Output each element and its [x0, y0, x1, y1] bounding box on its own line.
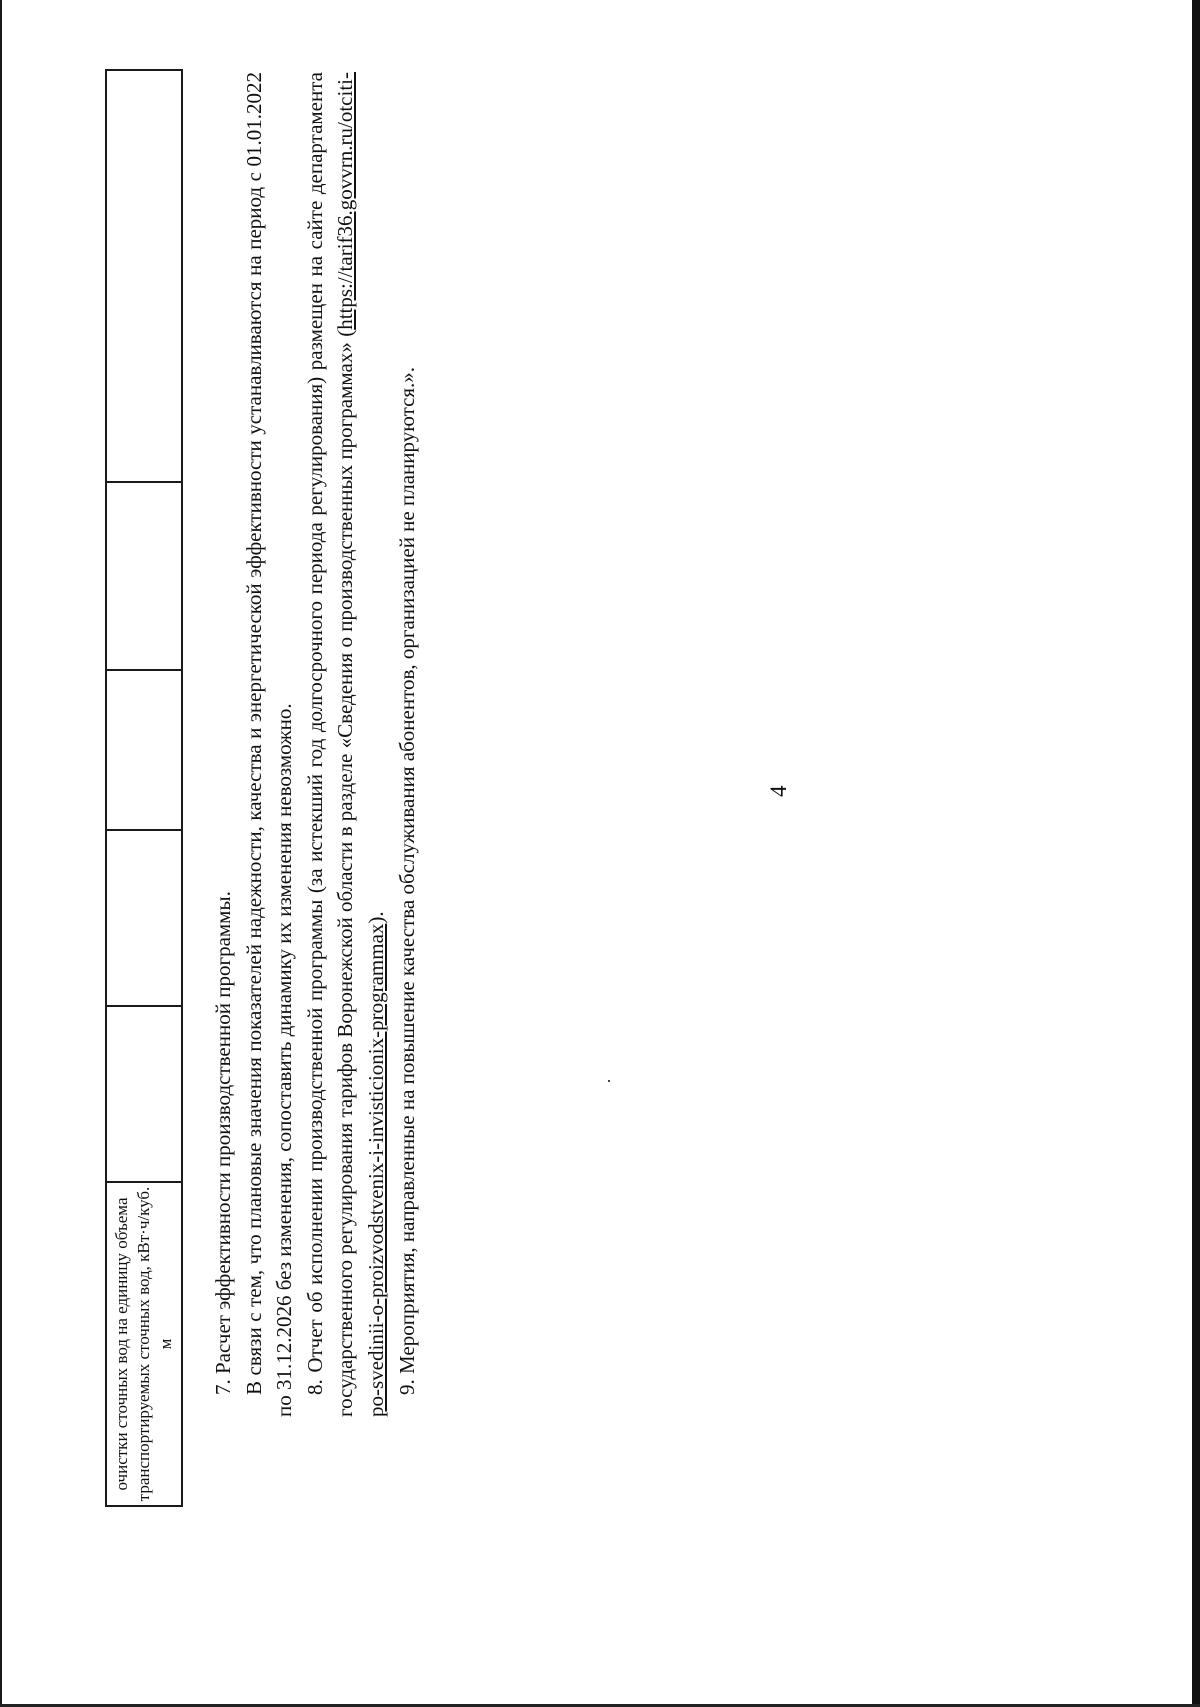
table-value-cell	[106, 670, 182, 830]
indicator-label-cell	[106, 1182, 182, 1506]
table-value-cell	[106, 830, 182, 1006]
program-table	[105, 69, 183, 1507]
section-7-heading: 7. Расчет эффективности производственной программы.	[211, 891, 235, 1395]
table-value-cell	[106, 70, 182, 482]
body-text	[208, 72, 422, 1417]
section-8-end: ).	[363, 911, 388, 924]
table-value-cell	[106, 1006, 182, 1182]
page-number: 4	[766, 785, 791, 797]
section-8-paragraph	[300, 72, 392, 1417]
indicator-label-line2: транспортируемых сточных вод, кВт·ч/куб. м	[134, 1186, 175, 1502]
section-9-paragraph: 9. Мероприятия, направленные на повышение качества обслуживания абонентов, организацией не планируются.».	[394, 366, 419, 1395]
scan-speck	[608, 1080, 610, 1082]
indicator-label-line1: очистки сточных вод на единицу объема	[112, 1197, 131, 1491]
table-value-cell	[106, 482, 182, 670]
tariff-report-link[interactable]: https://tarif36.govvrn.ru/otciti-po-svedinii-o-proizvodstvenix-i-invisticionix-programmax	[333, 72, 388, 1417]
section-7-body: В связи с тем, что плановые значения показателей надежности, качества и энергетической эффективности устанавливаются на период с 01.01.2022 по 31.12.2026 без изменения, сопоставить динамику их изменения невозможно.	[241, 72, 297, 1417]
section-8-text: 8. Отчет об исполнении производственной программы (за истекший год долгосрочного периода регулирования) размещен на сайте департамента государственного регулирования тарифов Воронежской области в разделе «Сведения о производственных программах» (	[302, 72, 358, 1417]
table-row	[106, 70, 182, 1506]
